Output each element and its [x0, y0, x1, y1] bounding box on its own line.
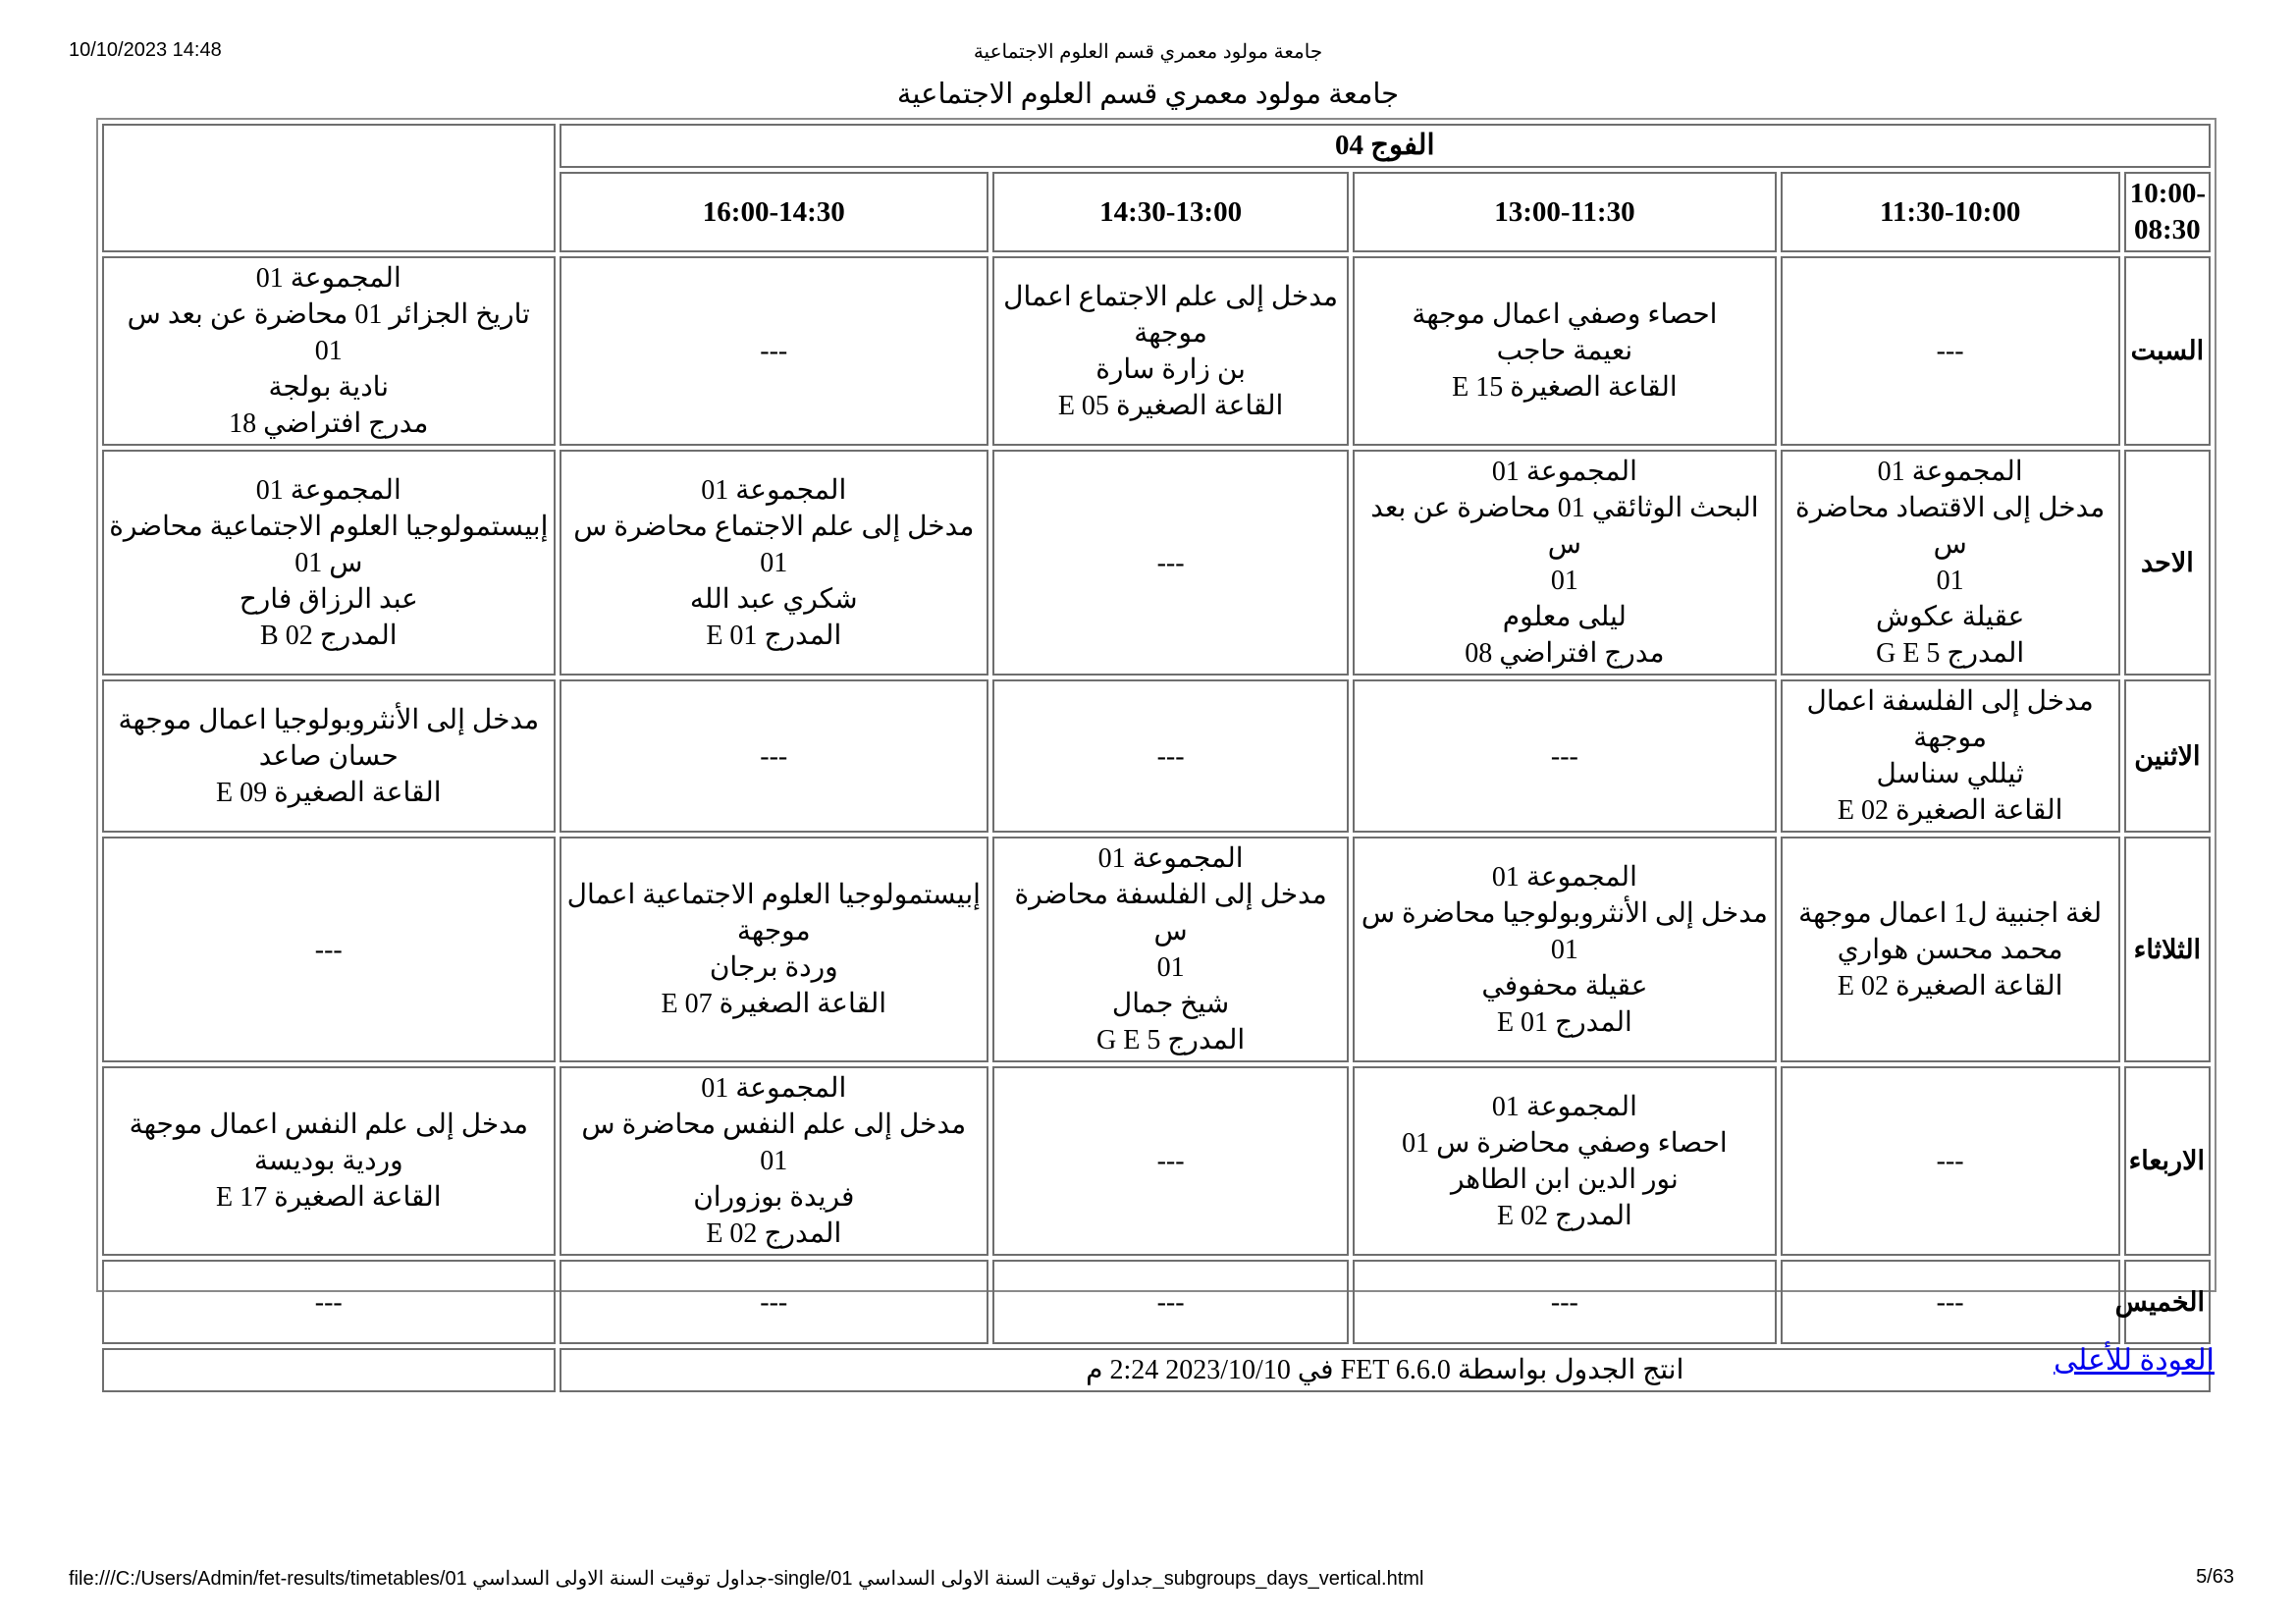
session-line: تاريخ الجزائر 01 محاضرة عن بعد س [127, 299, 530, 330]
timetable-body [102, 256, 2211, 1344]
session-line: --- [1936, 1146, 1964, 1176]
session-cell [102, 450, 556, 676]
session-cell [1353, 1066, 1776, 1256]
session-cell [1353, 679, 1776, 833]
session-line: القاعة الصغيرة E 15 [1452, 372, 1678, 403]
session-line: لغة اجنبية ل1 اعمال موجهة [1798, 897, 2103, 929]
session-cell [560, 1260, 988, 1344]
session-line: نعيمة حاجب [1496, 336, 1633, 366]
session-line: مدخل إلى الاقتصاد محاضرة س [1795, 493, 2106, 560]
session-line: احصاء وصفي اعمال موجهة [1412, 299, 1718, 330]
session-line: المجموعة 01 [255, 474, 401, 506]
session-line: --- [1156, 547, 1185, 578]
session-cell [992, 450, 1349, 676]
back-to-top-link[interactable]: العودة للأعلى [2054, 1344, 2215, 1377]
day-label: الخميس [2124, 1260, 2211, 1344]
session-line: المدرج G E 5 [1876, 638, 2025, 669]
day-row [102, 1066, 2211, 1256]
session-cell [102, 1066, 556, 1256]
session-line: المدرج E 02 [1496, 1200, 1632, 1231]
session-cell [1353, 450, 1776, 676]
session-cell [1781, 679, 2120, 833]
session-line: المدرج G E 5 [1096, 1025, 1246, 1055]
session-line: --- [1936, 1286, 1964, 1318]
session-line: احصاء وصفي محاضرة س 01 [1402, 1127, 1728, 1159]
generated-note: انتج الجدول بواسطة FET 6.6.0 في 2023/10/10 2:24 م [560, 1348, 2211, 1392]
session-line: المجموعة 01 [1491, 1091, 1637, 1122]
time-slot-header: 11:30-10:00 [1781, 172, 2120, 252]
session-line: 01 [1550, 934, 1578, 965]
session-line: بن زارة سارة [1095, 353, 1246, 385]
session-line: 01 [1936, 566, 1964, 596]
session-line: 01 [314, 336, 343, 366]
day-row [102, 1260, 2211, 1344]
session-cell [1781, 1066, 2120, 1256]
session-cell [102, 679, 556, 833]
session-line: محمد محسن هواري [1837, 934, 2063, 965]
footer-corner-cell [102, 1348, 556, 1392]
session-line: --- [760, 740, 788, 772]
time-slot-header: 10:00-08:30 [2124, 172, 2211, 252]
session-line: حسان صاعد [258, 740, 399, 772]
session-cell [560, 1066, 988, 1256]
session-line: مدخل إلى علم النفس محاضرة س 01 [581, 1109, 967, 1176]
session-cell [992, 1260, 1349, 1344]
session-line: المجموعة 01 [1491, 861, 1637, 893]
session-line: شيخ جمال [1111, 989, 1230, 1019]
session-line: موجهة [736, 916, 811, 947]
session-cell [992, 256, 1349, 446]
session-line: القاعة الصغيرة E 02 [1837, 970, 2063, 1001]
session-line: المدرج B 02 [260, 620, 398, 651]
session-cell [102, 256, 556, 446]
session-line: مدرج افتراضي 18 [229, 408, 429, 439]
session-cell [992, 1066, 1349, 1256]
session-line: القاعة الصغيرة E 07 [661, 989, 887, 1019]
session-line: عقيلة محفوفي [1481, 970, 1648, 1001]
session-line: --- [1936, 336, 1964, 366]
day-label: الاثنين [2124, 679, 2211, 833]
day-row [102, 256, 2211, 446]
session-cell [560, 256, 988, 446]
session-line: --- [1550, 1286, 1578, 1318]
session-line: وردة برجان [709, 952, 838, 983]
session-line: إبيستمولوجيا العلوم الاجتماعية اعمال [566, 880, 981, 910]
time-slot-header: 16:00-14:30 [560, 172, 988, 252]
session-line: القاعة الصغيرة E 09 [216, 777, 442, 808]
session-line: وردية بوديسة [253, 1146, 403, 1176]
session-line: القاعة الصغيرة E 17 [216, 1182, 442, 1213]
session-cell [992, 679, 1349, 833]
session-line: --- [760, 336, 788, 366]
session-line: المجموعة 01 [255, 263, 401, 294]
session-cell [1353, 837, 1776, 1062]
session-cell [560, 450, 988, 676]
session-cell [1781, 1260, 2120, 1344]
session-line: مدخل إلى علم الاجتماع اعمال [1003, 281, 1339, 312]
session-line: نور الدين ابن الطاهر [1450, 1163, 1679, 1195]
session-line: مدخل إلى الأنثروبولوجيا اعمال موجهة [118, 704, 540, 735]
session-cell [1353, 1260, 1776, 1344]
session-cell [560, 679, 988, 833]
session-line: المجموعة 01 [701, 474, 847, 506]
print-header-datetime: 10/10/2023 14:48 [69, 39, 222, 61]
session-line: القاعة الصغيرة E 02 [1837, 795, 2063, 826]
group-title: الفوج 04 [560, 124, 2211, 168]
session-line: --- [314, 934, 343, 965]
session-line: شكري عبد الله [689, 583, 858, 615]
session-line: مدخل إلى علم الاجتماع محاضرة س 01 [573, 511, 975, 578]
session-line: 01 [1156, 952, 1185, 983]
day-row [102, 837, 2211, 1062]
session-line: المدرج E 01 [1496, 1006, 1632, 1038]
session-line: --- [1156, 740, 1185, 772]
session-line: س 01 [294, 547, 363, 578]
day-label: الاربعاء [2124, 1066, 2211, 1256]
session-line: --- [314, 1286, 343, 1318]
day-row [102, 679, 2211, 833]
session-line: موجهة [1134, 317, 1207, 349]
session-line: المدرج E 01 [706, 620, 842, 651]
session-cell [560, 837, 988, 1062]
session-line: المجموعة 01 [701, 1073, 847, 1104]
table-caption: جامعة مولود معمري قسم العلوم الاجتماعية [896, 79, 1400, 110]
session-line: البحث الوثائقي 01 محاضرة عن بعد س [1370, 493, 1759, 560]
session-cell [1781, 256, 2120, 446]
timetable [98, 120, 2215, 1396]
time-slot-header: 13:00-11:30 [1353, 172, 1776, 252]
session-line: ليلى معلوم [1502, 602, 1627, 632]
session-line: القاعة الصغيرة E 05 [1057, 390, 1284, 421]
print-footer-path: file:///C:/Users/Admin/fet-results/timetables/01 جداول توقيت السنة الاولى السداسي-single/01 جداول توقيت السنة الاولى السداسي_subgroups_days_vertical.html [69, 1568, 1424, 1590]
day-label: الاحد [2124, 450, 2211, 676]
session-line: مدخل إلى علم النفس اعمال موجهة [129, 1109, 528, 1140]
session-cell [1353, 256, 1776, 446]
corner-cell [102, 124, 556, 252]
time-slot-header: 14:30-13:00 [992, 172, 1349, 252]
session-line: --- [1156, 1286, 1185, 1318]
session-cell [102, 837, 556, 1062]
session-line: المجموعة 01 [1097, 843, 1244, 874]
session-cell [992, 837, 1349, 1062]
session-line: --- [760, 1286, 788, 1318]
session-line: عقيلة عكوش [1875, 602, 2025, 632]
session-line: فريدة بوزوران [693, 1182, 855, 1213]
print-header-title: جامعة مولود معمري قسم العلوم الاجتماعية [973, 41, 1323, 63]
session-line: نادية بولجة [268, 372, 390, 403]
session-cell [1781, 450, 2120, 676]
session-line: --- [1156, 1146, 1185, 1176]
day-label: الثلاثاء [2124, 837, 2211, 1062]
print-footer-page: 5/63 [2196, 1566, 2234, 1588]
session-cell [1781, 837, 2120, 1062]
session-line: المدرج E 02 [706, 1218, 842, 1249]
session-line: المجموعة 01 [1877, 457, 2023, 487]
session-cell [102, 1260, 556, 1344]
session-line: عبد الرزاق فارح [239, 583, 418, 615]
session-line: إبيستمولوجيا العلوم الاجتماعية محاضرة [109, 511, 549, 542]
session-line: مدخل إلى الفلسفة اعمال موجهة [1806, 686, 2094, 753]
day-label: السبت [2124, 256, 2211, 446]
session-line: 01 [1550, 566, 1578, 596]
day-row [102, 450, 2211, 676]
session-line: مدخل إلى الأنثروبولوجيا محاضرة س [1361, 897, 1768, 929]
session-line: المجموعة 01 [1491, 457, 1637, 487]
session-line: ثيللي سناسل [1876, 759, 2024, 789]
session-line: مدرج افتراضي 08 [1465, 638, 1665, 669]
session-line: --- [1550, 740, 1578, 772]
session-line: مدخل إلى الفلسفة محاضرة س [1014, 880, 1327, 947]
